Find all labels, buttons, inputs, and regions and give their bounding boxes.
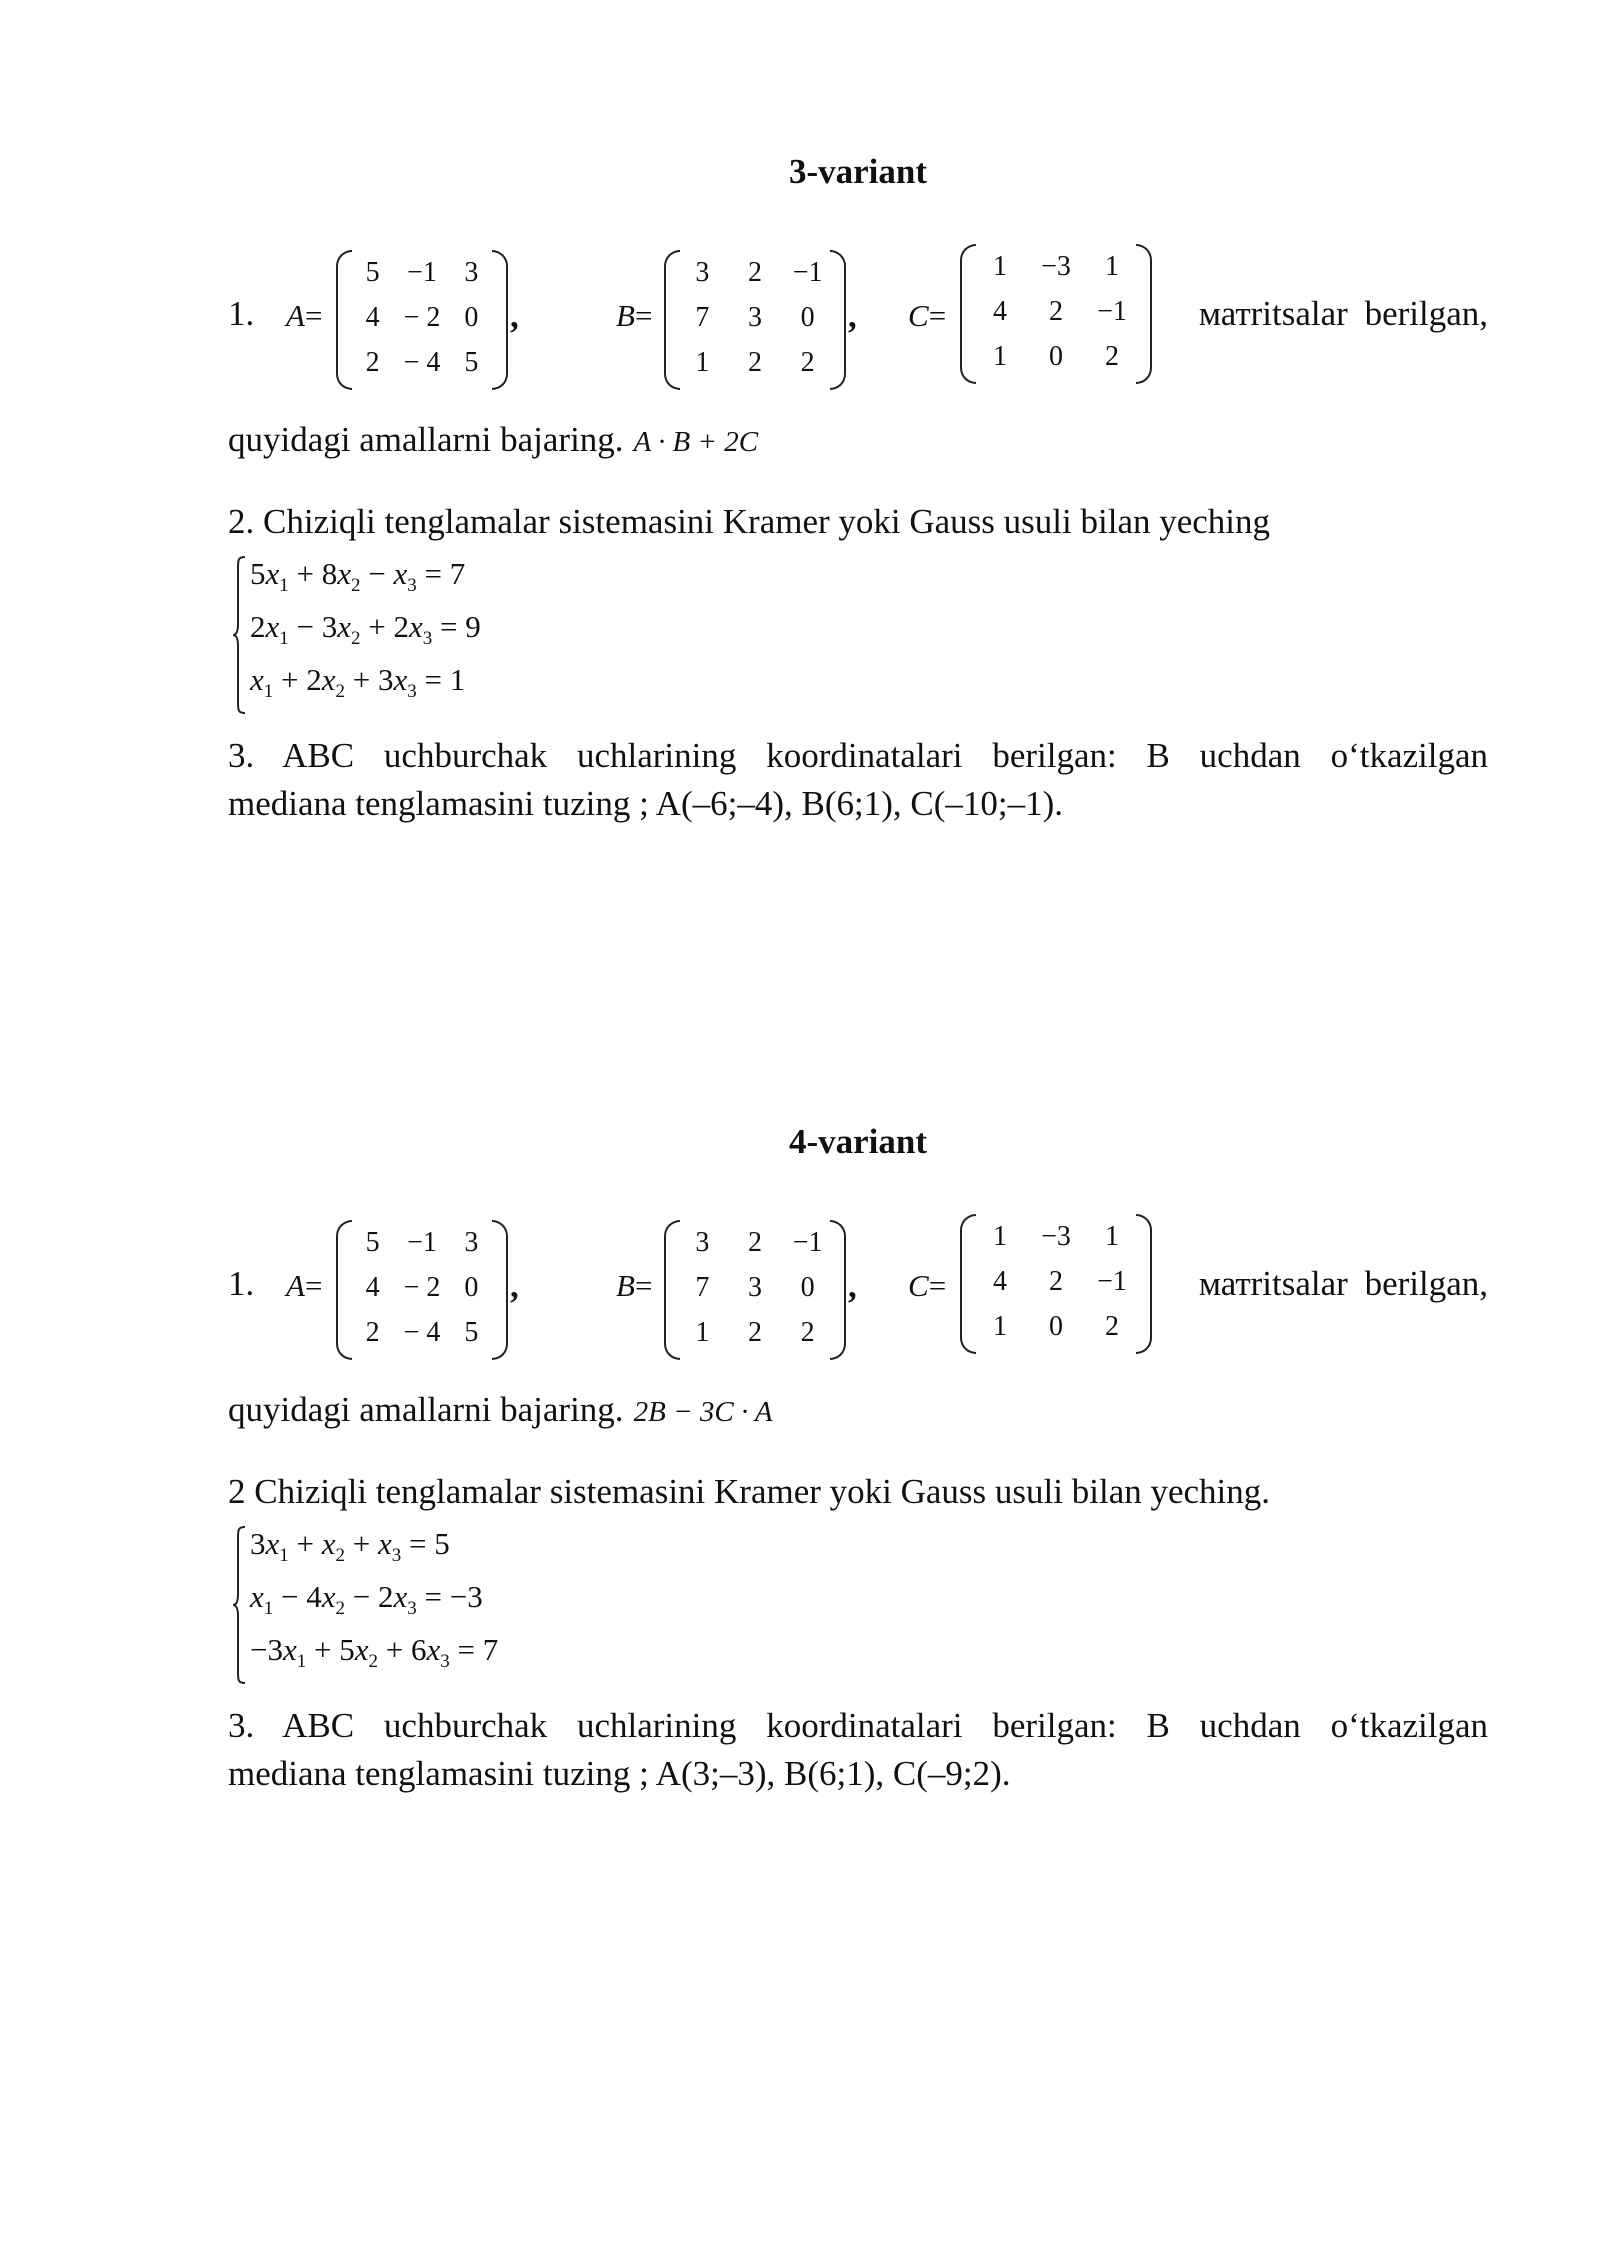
equation-line: $x_1 - 4x_2 - 2x_3 = -3$ bbox=[250, 1579, 483, 1620]
task-1 bbox=[228, 244, 1488, 394]
matrix-cell: 5 bbox=[365, 257, 380, 288]
left-parenthesis bbox=[960, 244, 976, 384]
comma: , bbox=[848, 1266, 857, 1305]
matrix-cell: 5 bbox=[464, 1317, 479, 1348]
variant-4 bbox=[228, 1122, 1488, 1822]
equation-system bbox=[228, 1524, 828, 1694]
task-3-line-1: 3. ABC uchburchak uchlarining koordinatalari berilgan: B uchdan o‘tkazilgan bbox=[228, 1706, 1488, 1745]
equation-system bbox=[228, 554, 828, 724]
matrices-given-text: матritsalar berilgan, bbox=[1198, 1264, 1488, 1303]
task-2-heading: 2 Chiziqli tenglamalar sistemasini Kramer yoki Gauss usuli bilan yeching. bbox=[228, 1472, 1271, 1511]
task-1 bbox=[228, 1214, 1488, 1364]
matrix-cell: 1 bbox=[695, 347, 710, 378]
matrix-cell: 1 bbox=[993, 341, 1007, 372]
equation-line: $5x_1 + 8x_2 - x_3 = 7$ bbox=[250, 556, 466, 597]
matrix-cell: 0 bbox=[800, 302, 815, 333]
matrix-cell: 2 bbox=[748, 257, 762, 288]
matrix-cell: 5 bbox=[365, 1227, 380, 1258]
matrix-a-label: A= bbox=[286, 1268, 323, 1303]
comma: , bbox=[510, 1266, 519, 1305]
comma: , bbox=[848, 296, 857, 335]
matrix-b-label: B= bbox=[616, 298, 653, 333]
matrix-cell: 1 bbox=[993, 1311, 1007, 1342]
equation-line: $2x_1 - 3x_2 + 2x_3 = 9$ bbox=[250, 609, 481, 650]
matrix-cell: − 4 bbox=[403, 1317, 441, 1348]
matrices-given-text: матritsalar berilgan, bbox=[1198, 294, 1488, 333]
instruction-text: quyidagi amallarni bajaring. bbox=[228, 420, 624, 459]
matrix-cell: 4 bbox=[365, 1272, 380, 1303]
matrix-cell: 3 bbox=[695, 1227, 710, 1258]
matrix-cell: 4 bbox=[365, 302, 380, 333]
right-parenthesis bbox=[1136, 244, 1152, 384]
matrix-cell: 4 bbox=[993, 296, 1007, 327]
matrix-cell: 7 bbox=[695, 302, 710, 333]
matrix-cell: 1 bbox=[1105, 1221, 1119, 1252]
right-parenthesis bbox=[1136, 1214, 1152, 1354]
matrix-cell: −3 bbox=[1041, 1221, 1071, 1252]
matrix-cell: 0 bbox=[800, 1272, 815, 1303]
equation-line: $-3x_1 + 5x_2 + 6x_3 = 7$ bbox=[250, 1632, 499, 1673]
matrix-a-label: A= bbox=[286, 298, 323, 333]
matrix-cell: 5 bbox=[464, 347, 479, 378]
matrix-cell: 1 bbox=[993, 251, 1007, 282]
matrix-cell: 2 bbox=[1049, 1266, 1063, 1297]
matrix-a bbox=[336, 250, 508, 386]
operation-expression: A · B + 2C bbox=[633, 426, 759, 458]
operation-expression: 2B − 3C · A bbox=[633, 1396, 773, 1428]
left-brace-icon bbox=[232, 1526, 246, 1684]
matrix-cell: 1 bbox=[993, 1221, 1007, 1252]
matrix-cell: 2 bbox=[1105, 341, 1119, 372]
matrix-cell: 3 bbox=[464, 257, 479, 288]
task-3 bbox=[228, 732, 1488, 828]
matrix-cell: 0 bbox=[1049, 341, 1063, 372]
matrix-cell: 4 bbox=[993, 1266, 1007, 1297]
variant-title: 4-variant bbox=[788, 1122, 928, 1161]
task-number: 1. bbox=[228, 1264, 255, 1303]
matrix-cell: 2 bbox=[365, 347, 380, 378]
matrix-cell: 2 bbox=[800, 347, 815, 378]
matrix-cell: 1 bbox=[695, 1317, 710, 1348]
matrix-c bbox=[960, 244, 1152, 380]
matrix-cell: 3 bbox=[695, 257, 710, 288]
matrix-c-label: C= bbox=[908, 1268, 947, 1303]
variant-title: 3-variant bbox=[788, 152, 928, 191]
matrix-cell: −1 bbox=[1097, 1266, 1127, 1297]
matrix-a bbox=[336, 1220, 508, 1356]
matrix-cell: −3 bbox=[1041, 251, 1071, 282]
matrix-cell: 1 bbox=[1105, 251, 1119, 282]
left-brace-icon bbox=[232, 556, 246, 714]
matrix-cell: 3 bbox=[464, 1227, 479, 1258]
matrix-cell: 2 bbox=[365, 1317, 380, 1348]
matrix-cell: 7 bbox=[695, 1272, 710, 1303]
equation-line: $3x_1 + x_2 + x_3 = 5$ bbox=[250, 1526, 450, 1567]
matrix-cell: 2 bbox=[1105, 1311, 1119, 1342]
matrix-b-label: B= bbox=[616, 1268, 653, 1303]
task-1-instruction bbox=[228, 1390, 773, 1430]
matrix-c-label: C= bbox=[908, 298, 947, 333]
matrix-cell: 2 bbox=[748, 1317, 762, 1348]
comma: , bbox=[510, 296, 519, 335]
matrix-cell: −1 bbox=[792, 257, 823, 288]
matrix-cell: −1 bbox=[407, 1227, 437, 1258]
task-3 bbox=[228, 1702, 1488, 1798]
matrix-cell: −1 bbox=[792, 1227, 823, 1258]
matrix-cell: 2 bbox=[800, 1317, 815, 1348]
variant-3 bbox=[228, 152, 1488, 852]
matrix-cell: − 4 bbox=[403, 347, 441, 378]
task-2-heading: 2. Chiziqli tenglamalar sistemasini Kramer yoki Gauss usuli bilan yeching bbox=[228, 502, 1271, 541]
matrix-cell: 3 bbox=[748, 1272, 762, 1303]
matrix-cell: 0 bbox=[1049, 1311, 1063, 1342]
task-3-line-1: 3. ABC uchburchak uchlarining koordinatalari berilgan: B uchdan o‘tkazilgan bbox=[228, 736, 1488, 775]
matrix-cell: 2 bbox=[748, 1227, 762, 1258]
task-number: 1. bbox=[228, 294, 255, 333]
matrix-cell: − 2 bbox=[403, 302, 441, 333]
task-3-line-2: mediana tenglamasini tuzing ; A(–6;–4), B(6;1), C(–10;–1). bbox=[228, 784, 1063, 823]
matrix-cell: 0 bbox=[464, 302, 479, 333]
matrix-cell: 2 bbox=[748, 347, 762, 378]
matrix-b bbox=[664, 250, 846, 386]
matrix-b bbox=[664, 1220, 846, 1356]
instruction-text: quyidagi amallarni bajaring. bbox=[228, 1390, 624, 1429]
equation-line: $x_1 + 2x_2 + 3x_3 = 1$ bbox=[250, 662, 466, 703]
matrix-cell: 2 bbox=[1049, 296, 1063, 327]
matrix-c bbox=[960, 1214, 1152, 1350]
matrix-cell: −1 bbox=[407, 257, 437, 288]
matrix-cell: − 2 bbox=[403, 1272, 441, 1303]
task-3-line-2: mediana tenglamasini tuzing ; A(3;–3), B(6;1), C(–9;2). bbox=[228, 1754, 1011, 1793]
task-1-instruction bbox=[228, 420, 758, 460]
matrix-cell: −1 bbox=[1097, 296, 1127, 327]
matrix-cell: 3 bbox=[748, 302, 762, 333]
matrix-cell: 0 bbox=[464, 1272, 479, 1303]
left-parenthesis bbox=[960, 1214, 976, 1354]
